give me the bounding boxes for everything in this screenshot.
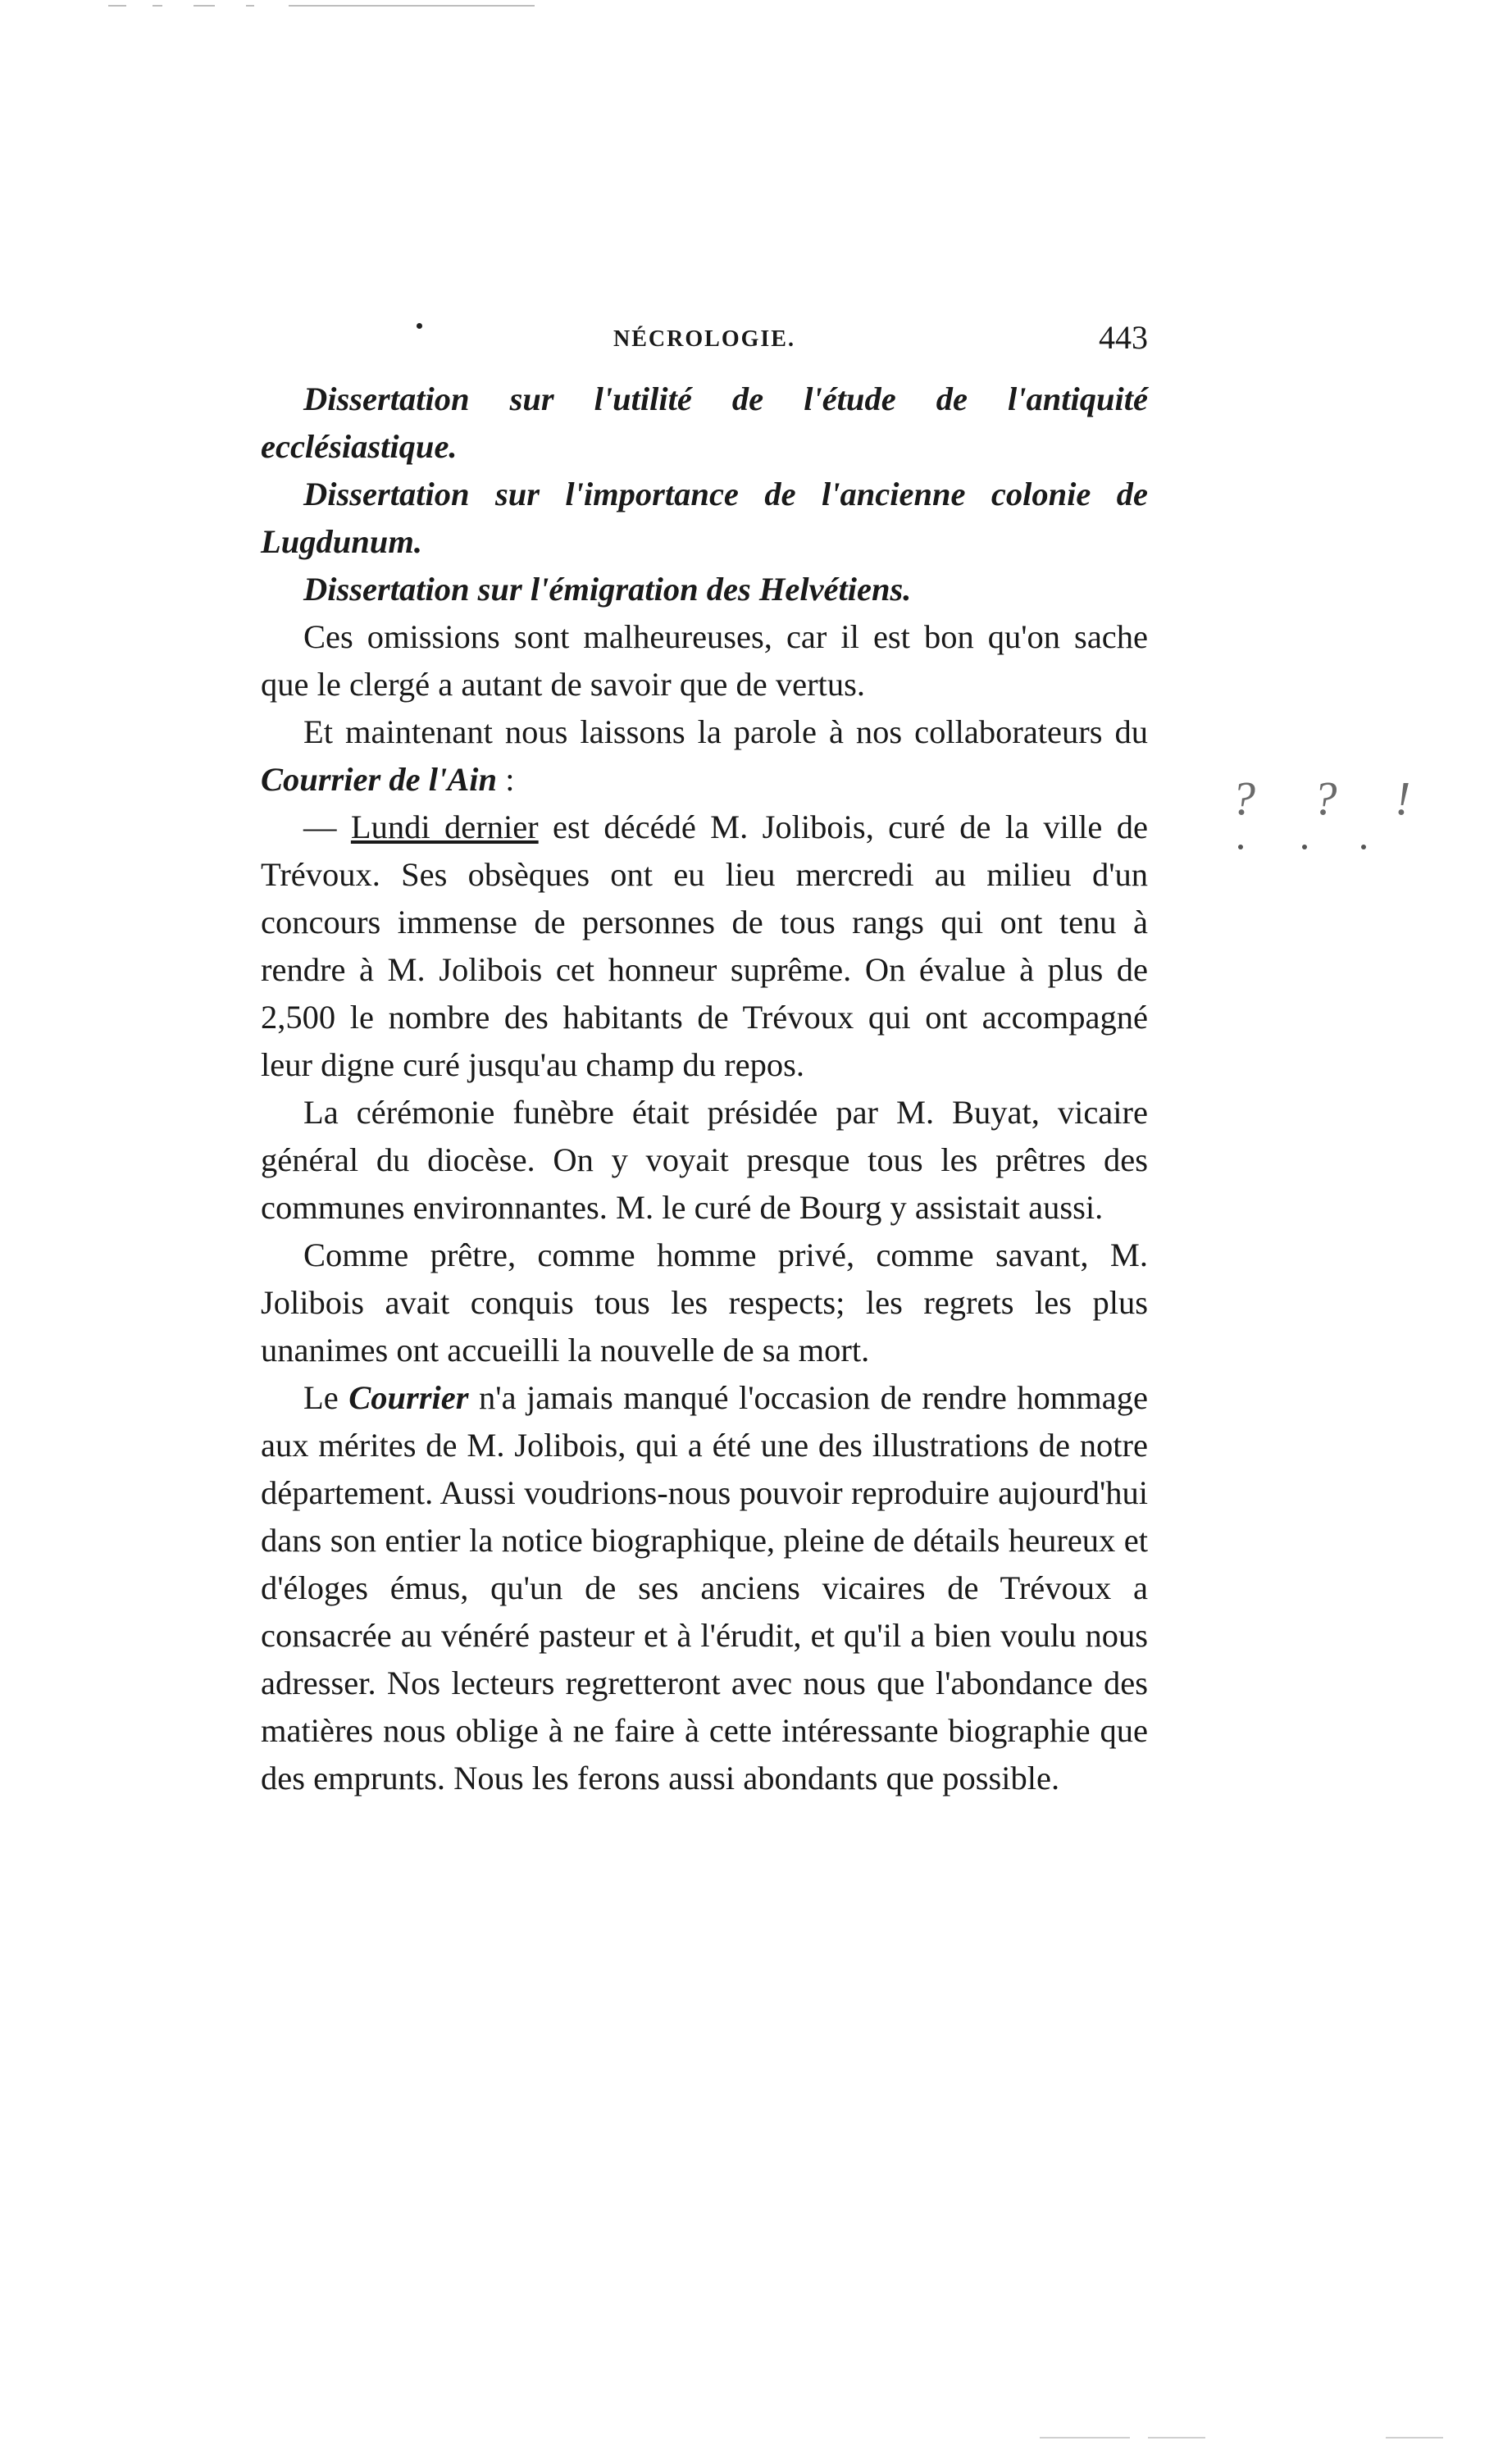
text-run: Le <box>303 1379 349 1416</box>
paragraph-dissertation-2: Dissertation sur l'importance de l'ancienne colonie de Lugdunum. <box>261 476 1148 560</box>
scan-edge-mark <box>289 5 535 7</box>
scan-edge-mark <box>1386 2437 1443 2439</box>
scan-edge-mark <box>1148 2437 1205 2439</box>
scan-edge-mark <box>194 5 215 7</box>
running-title: NÉCROLOGIE. <box>613 326 795 352</box>
paragraph-pretre: Comme prêtre, comme homme privé, comme savant, M. Jolibois avait conquis tous les respects; les regrets les plus unanimes ont accueilli la nouvelle de sa mort. <box>261 1236 1148 1368</box>
text-run: est décédé M. Jolibois, curé de la ville de Trévoux. Ses obsèques ont eu lieu mercredi au milieu d'un concours immense de personnes de tous rangs qui ont tenu à rendre à M. Jolibois cet honneur suprême. On évalue à plus de 2,500 le nombre des habitants de Trévoux qui ont accompagné leur digne curé jusqu'au champ du repos. <box>261 808 1149 1083</box>
paragraph-dissertation-3: Dissertation sur l'émigration des Helvétiens. <box>303 571 912 608</box>
scan-edge-mark <box>153 5 162 7</box>
paragraph-deces <box>261 804 1148 1089</box>
paragraph-ceremonie: La cérémonie funèbre était présidée par M. Buyat, vicaire général du diocèse. On y voyait presque tous les prêtres des communes environnantes. M. le curé de Bourg y assistait aussi. <box>261 1094 1148 1226</box>
scan-edge-mark <box>1040 2437 1130 2439</box>
paragraph-courrier <box>261 1374 1148 1802</box>
body-text <box>261 376 1148 1802</box>
margin-tick <box>1361 845 1366 849</box>
paragraph-dissertation-1: Dissertation sur l'utilité de l'étude de l'antiquité ecclésiastique. <box>261 380 1148 465</box>
newspaper-title: Courrier de l'Ain <box>261 761 498 798</box>
page-number: 443 <box>1099 319 1148 356</box>
text-run: — <box>303 808 351 845</box>
newspaper-title: Courrier <box>348 1379 469 1416</box>
paragraph-collaborateurs <box>261 708 1148 804</box>
text-run: Et maintenant nous laissons la parole à nos collaborateurs du <box>303 713 1148 750</box>
handwritten-margin-note: ? ? ! <box>1232 772 1434 825</box>
margin-tick <box>1238 845 1243 849</box>
text-run: n'a jamais manqué l'occasion de rendre hommage aux mérites de M. Jolibois, qui a été une des illustrations de notre département. Aussi voudrions-nous pouvoir reproduire aujourd'hui dans son entier la notice biographique, pleine de détails heureux et d'éloges émus, qu'un de ses anciens vicaires de Trévoux a consacrée au vénéré pasteur et à l'érudit, et qu'il a bien voulu nous adresser. Nos lecteurs regretteront avec nous que l'abondance des matières nous oblige à ne faire à cette intéressante biographie que des emprunts. Nous les ferons aussi abondants que possible. <box>261 1379 1149 1797</box>
scan-edge-mark <box>246 5 254 7</box>
text-run: : <box>497 761 515 798</box>
scan-edge-mark <box>108 5 126 7</box>
page-header <box>261 318 1148 367</box>
underlined-phrase: Lundi dernier <box>350 808 539 845</box>
paragraph-omissions: Ces omissions sont malheureuses, car il est bon qu'on sache que le clergé a autant de savoir que de vertus. <box>261 618 1148 703</box>
margin-tick <box>1302 845 1307 849</box>
